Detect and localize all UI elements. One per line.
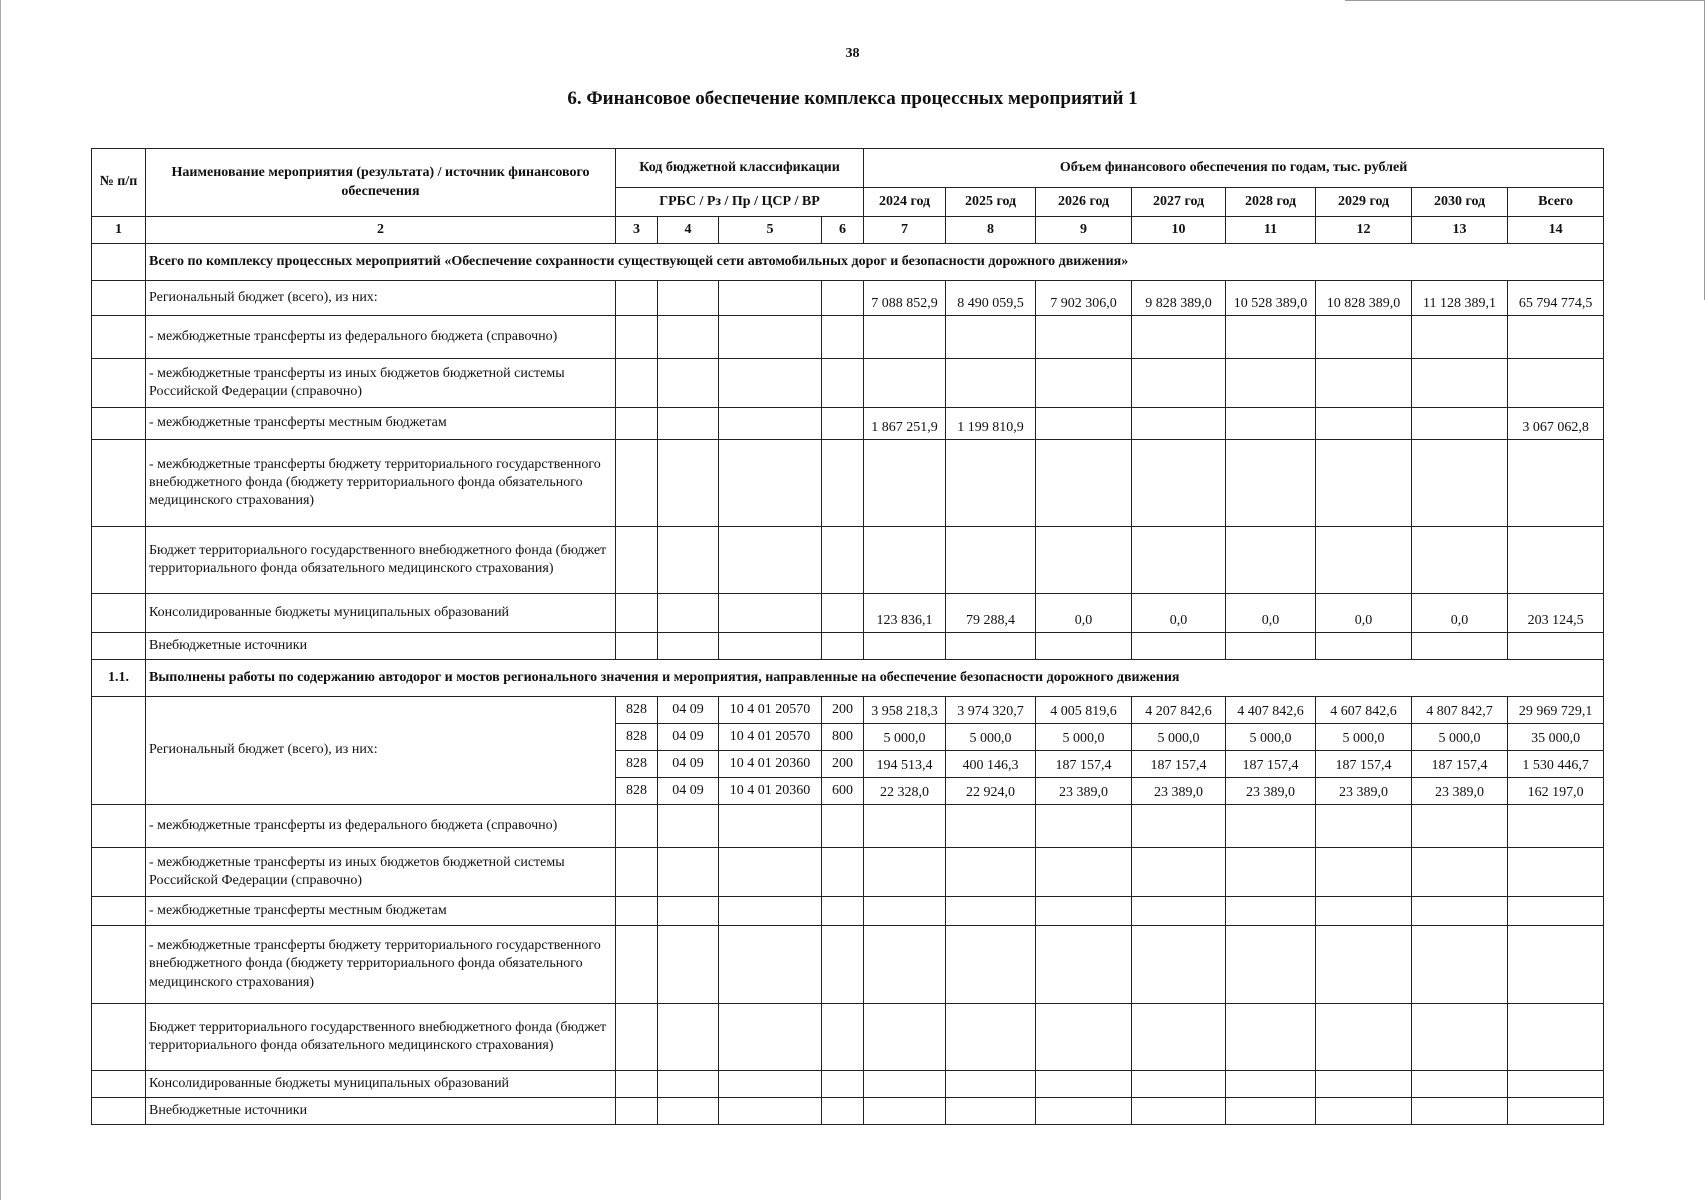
vr-cell: 200 (822, 697, 864, 724)
column-number: 6 (822, 217, 864, 244)
value-cell: 23 389,0 (1316, 778, 1412, 805)
column-number: 1 (92, 217, 146, 244)
header-year: 2027 год (1132, 188, 1226, 217)
header-year: 2025 год (946, 188, 1036, 217)
value-cell: 22 924,0 (946, 778, 1036, 805)
row-name: - межбюджетные трансферты бюджету территориального государственного внебюджетного фонда (бюджету территориального фонда обязательного медицинского страхования) (146, 926, 616, 1004)
csr-cell: 10 4 01 20570 (719, 697, 822, 724)
value-cell: 3 958 218,3 (864, 697, 946, 724)
value-cell: 4 005 819,6 (1036, 697, 1132, 724)
value-cell: 8 490 059,5 (946, 281, 1036, 316)
column-number: 9 (1036, 217, 1132, 244)
value-cell: 1 530 446,7 (1508, 751, 1604, 778)
value-cell: 65 794 774,5 (1508, 281, 1604, 316)
row-name: - межбюджетные трансферты бюджету территориального государственного внебюджетного фонда (бюджету территориального фонда обязательного медицинского страхования) (146, 440, 616, 527)
value-cell: 0,0 (1226, 594, 1316, 633)
header-year: 2030 год (1412, 188, 1508, 217)
table-row (92, 848, 1604, 897)
value-cell: 7 088 852,9 (864, 281, 946, 316)
scan-edge-left (0, 0, 1, 1200)
table-row (92, 527, 1604, 594)
table-row (92, 1071, 1604, 1098)
column-number: 2 (146, 217, 616, 244)
row-name: - межбюджетные трансферты местным бюджетам (146, 408, 616, 440)
rzpr-cell: 04 09 (658, 724, 719, 751)
header-col-num: № п/п (92, 149, 146, 217)
csr-cell: 10 4 01 20360 (719, 751, 822, 778)
section-total-header (92, 244, 1604, 281)
value-cell: 10 828 389,0 (1316, 281, 1412, 316)
scan-edge-top (1345, 0, 1705, 1)
vr-cell: 200 (822, 751, 864, 778)
value-cell: 10 528 389,0 (1226, 281, 1316, 316)
page-title: 6. Финансовое обеспечение комплекса процессных мероприятий 1 (567, 88, 1138, 109)
row-name: Региональный бюджет (всего), из них: (146, 697, 616, 805)
header-year: 2028 год (1226, 188, 1316, 217)
header-year: 2029 год (1316, 188, 1412, 217)
rzpr-cell: 04 09 (658, 751, 719, 778)
grbs-cell: 828 (616, 724, 658, 751)
header-year: 2026 год (1036, 188, 1132, 217)
value-cell: 4 207 842,6 (1132, 697, 1226, 724)
table-row (92, 440, 1604, 527)
column-number: 4 (658, 217, 719, 244)
value-cell: 1 199 810,9 (946, 408, 1036, 440)
table-row (92, 281, 1604, 316)
value-cell: 5 000,0 (1412, 724, 1508, 751)
table-row (92, 897, 1604, 926)
column-number: 7 (864, 217, 946, 244)
table-row (92, 316, 1604, 359)
column-number: 5 (719, 217, 822, 244)
table-row (92, 805, 1604, 848)
table-row (92, 1098, 1604, 1125)
row-name: - межбюджетные трансферты из федерального бюджета (справочно) (146, 316, 616, 359)
value-cell: 5 000,0 (864, 724, 946, 751)
value-cell: 187 157,4 (1226, 751, 1316, 778)
value-cell: 23 389,0 (1226, 778, 1316, 805)
grbs-cell: 828 (616, 697, 658, 724)
row-name: Бюджет территориального государственного внебюджетного фонда (бюджет территориального фонда обязательного медицинского страхования) (146, 1004, 616, 1071)
value-cell: 5 000,0 (1132, 724, 1226, 751)
value-cell: 4 607 842,6 (1316, 697, 1412, 724)
value-cell: 79 288,4 (946, 594, 1036, 633)
csr-cell: 10 4 01 20360 (719, 778, 822, 805)
column-number: 13 (1412, 217, 1508, 244)
table-row (92, 697, 1604, 724)
value-cell: 29 969 729,1 (1508, 697, 1604, 724)
table-row (92, 594, 1604, 633)
header-col-code: Код бюджетной классификации (616, 149, 864, 188)
row-name: Региональный бюджет (всего), из них: (146, 281, 616, 316)
value-cell: 0,0 (1036, 594, 1132, 633)
row-name: - межбюджетные трансферты местным бюджетам (146, 897, 616, 926)
value-cell: 3 974 320,7 (946, 697, 1036, 724)
grbs-cell: 828 (616, 778, 658, 805)
value-cell: 187 157,4 (1132, 751, 1226, 778)
value-cell: 1 867 251,9 (864, 408, 946, 440)
row-name: Консолидированные бюджеты муниципальных образований (146, 594, 616, 633)
column-number: 12 (1316, 217, 1412, 244)
value-cell: 187 157,4 (1316, 751, 1412, 778)
financing-table (91, 148, 1604, 1125)
column-number: 11 (1226, 217, 1316, 244)
header-col-name: Наименование мероприятия (результата) / источник финансового обеспечения (146, 149, 616, 217)
table-row (92, 408, 1604, 440)
row-name: Консолидированные бюджеты муниципальных образований (146, 1071, 616, 1098)
row-name: Внебюджетные источники (146, 633, 616, 660)
row-name: Бюджет территориального государственного внебюджетного фонда (бюджет территориального фонда обязательного медицинского страхования) (146, 527, 616, 594)
vr-cell: 800 (822, 724, 864, 751)
value-cell: 23 389,0 (1132, 778, 1226, 805)
value-cell: 400 146,3 (946, 751, 1036, 778)
page-number: 38 (845, 46, 860, 61)
value-cell: 3 067 062,8 (1508, 408, 1604, 440)
csr-cell: 10 4 01 20570 (719, 724, 822, 751)
value-cell: 0,0 (1412, 594, 1508, 633)
header-row (92, 149, 1604, 188)
value-cell: 23 389,0 (1412, 778, 1508, 805)
value-cell: 0,0 (1316, 594, 1412, 633)
value-cell: 5 000,0 (1036, 724, 1132, 751)
section-total-title: Всего по комплексу процессных мероприятий «Обеспечение сохранности существующей сети автомобильных дорог и безопасности дорожного движения» (146, 244, 1604, 281)
section-1-1-title: Выполнены работы по содержанию автодорог и мостов регионального значения и мероприятия, направленные на обеспечение безопасности дорожного движения (146, 660, 1604, 697)
value-cell: 187 157,4 (1412, 751, 1508, 778)
section-num: 1.1. (92, 660, 146, 697)
rzpr-cell: 04 09 (658, 697, 719, 724)
value-cell: 203 124,5 (1508, 594, 1604, 633)
vr-cell: 600 (822, 778, 864, 805)
grbs-cell: 828 (616, 751, 658, 778)
value-cell: 123 836,1 (864, 594, 946, 633)
row-name: - межбюджетные трансферты из федерального бюджета (справочно) (146, 805, 616, 848)
value-cell: 5 000,0 (1316, 724, 1412, 751)
value-cell: 187 157,4 (1036, 751, 1132, 778)
value-cell: 23 389,0 (1036, 778, 1132, 805)
column-number: 14 (1508, 217, 1604, 244)
table-row (92, 926, 1604, 1004)
value-cell: 7 902 306,0 (1036, 281, 1132, 316)
header-col-volume: Объем финансового обеспечения по годам, тыс. рублей (864, 149, 1604, 188)
header-year: 2024 год (864, 188, 946, 217)
header-col-code-sub: ГРБС / Рз / Пр / ЦСР / ВР (616, 188, 864, 217)
value-cell: 4 407 842,6 (1226, 697, 1316, 724)
value-cell: 11 128 389,1 (1412, 281, 1508, 316)
table-row (92, 1004, 1604, 1071)
value-cell: 194 513,4 (864, 751, 946, 778)
value-cell: 162 197,0 (1508, 778, 1604, 805)
section-1-1-header (92, 660, 1604, 697)
column-number: 3 (616, 217, 658, 244)
row-name: - межбюджетные трансферты из иных бюджетов бюджетной системы Российской Федерации (справочно) (146, 359, 616, 408)
column-number: 10 (1132, 217, 1226, 244)
section-num (92, 244, 146, 281)
value-cell: 22 328,0 (864, 778, 946, 805)
value-cell: 5 000,0 (1226, 724, 1316, 751)
value-cell: 4 807 842,7 (1412, 697, 1508, 724)
row-name: - межбюджетные трансферты из иных бюджетов бюджетной системы Российской Федерации (справочно) (146, 848, 616, 897)
value-cell: 9 828 389,0 (1132, 281, 1226, 316)
table-row (92, 359, 1604, 408)
header-total: Всего (1508, 188, 1604, 217)
value-cell: 0,0 (1132, 594, 1226, 633)
row-name: Внебюджетные источники (146, 1098, 616, 1125)
value-cell: 35 000,0 (1508, 724, 1604, 751)
column-number: 8 (946, 217, 1036, 244)
rzpr-cell: 04 09 (658, 778, 719, 805)
value-cell: 5 000,0 (946, 724, 1036, 751)
column-numbers-row (92, 217, 1604, 244)
table-row (92, 633, 1604, 660)
